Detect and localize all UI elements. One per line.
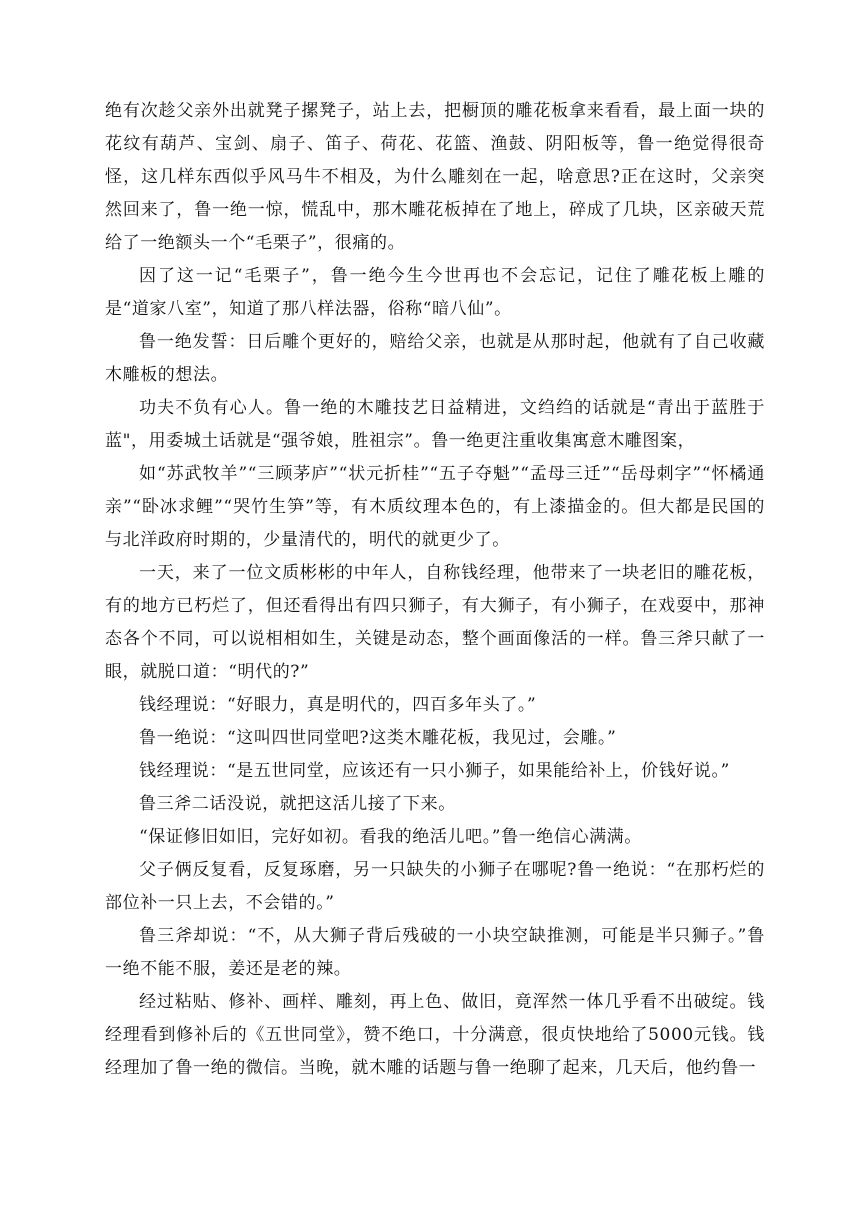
- paragraph-14: 经过粘贴、修补、画样、雕刻，再上色、做旧，竟浑然一体几乎看不出破绽。钱经理看到修补后的《五世同堂》，赞不绝口，十分满意，很贞快地给了5000元钱。钱经理加了鲁一绝的微信。当晚，就木雕的话题与鲁一绝聊了起来，几天后，他约鲁一: [105, 992, 765, 1078]
- paragraph-9: 钱经理说：“是五世同堂，应该还有一只小狮子，如果能给补上，价钱好说。”: [139, 761, 730, 781]
- paragraph-1: 绝有次趁父亲外出就凳子摞凳子，站上去，把橱顶的雕花板拿来看看，最上面一块的花纹有葫芦、宝剑、扇子、笛子、荷花、花篮、渔鼓、阴阳板等，鲁一绝觉得很奇怪，这几样东西似乎风马牛不相及，为什么雕刻在一起，啥意思?正在这时，父亲突然回来了，鲁一绝一惊，慌乱中，那木雕花板掉在了地上，碎成了几块，区亲破天荒给了一绝额头一个“毛栗子”，很痛的。: [105, 101, 765, 253]
- paragraph-7: 钱经理说：“好眼力，真是明代的，四百多年头了。”: [139, 695, 537, 715]
- paragraph-5: 如“苏武牧羊”“三顾茅庐”“状元折桂”“五子夺魁”“孟母三迁”“岳母刺字”“怀橘通亲”“卧冰求鲤”“哭竹生笋”等，有木质纹理本色的，有上漆描金的。但大都是民国的与北洋政府时期的，少量清代的，明代的就更少了。: [105, 464, 765, 550]
- paragraph-3: 鲁一绝发誓：日后雕个更好的，赔给父亲，也就是从那时起，他就有了自己收藏木雕板的想法。: [105, 332, 765, 385]
- paragraph-2: 因了这一记“毛栗子”，鲁一绝今生今世再也不会忘记，记住了雕花板上雕的是“道家八室”，知道了那八样法器，俗称“暗八仙”。: [105, 266, 765, 319]
- paragraph-4: 功夫不负有心人。鲁一绝的木雕技艺日益精进，文绉绉的话就是“青出于蓝胜于蓝"，用委城土话就是“强爷娘，胜祖宗”。鲁一绝更注重收集寓意木雕图案，: [105, 398, 765, 451]
- document-page: [105, 95, 765, 1085]
- paragraph-12: 父子俩反复看，反复琢磨，另一只缺失的小狮子在哪呢?鲁一绝说：“在那朽烂的部位补一只上去，不会错的。”: [105, 860, 765, 913]
- paragraph-8: 鲁一绝说：“这叫四世同堂吧?这类木雕花板，我见过，会雕。”: [139, 728, 617, 748]
- paragraph-13: 鲁三斧却说：“不，从大狮子背后残破的一小块空缺推测，可能是半只狮子。”鲁一绝不能不服，姜还是老的辣。: [105, 926, 765, 979]
- paragraph-10: 鲁三斧二话没说，就把这活儿接了下来。: [139, 794, 456, 814]
- paragraph-11: “保证修旧如旧，完好如初。看我的绝活儿吧。”鲁一绝信心满满。: [139, 827, 642, 847]
- paragraph-6: 一天，来了一位文质彬彬的中年人，自称钱经理，他带来了一块老旧的雕花板，有的地方已朽烂了，但还看得出有四只狮子，有大狮子，有小狮子，在戏耍中，那神态各个不同，可以说相相如生，关键是动态，整个画面像活的一样。鲁三斧只献了一眼，就脱口道：“明代的?”: [105, 563, 765, 682]
